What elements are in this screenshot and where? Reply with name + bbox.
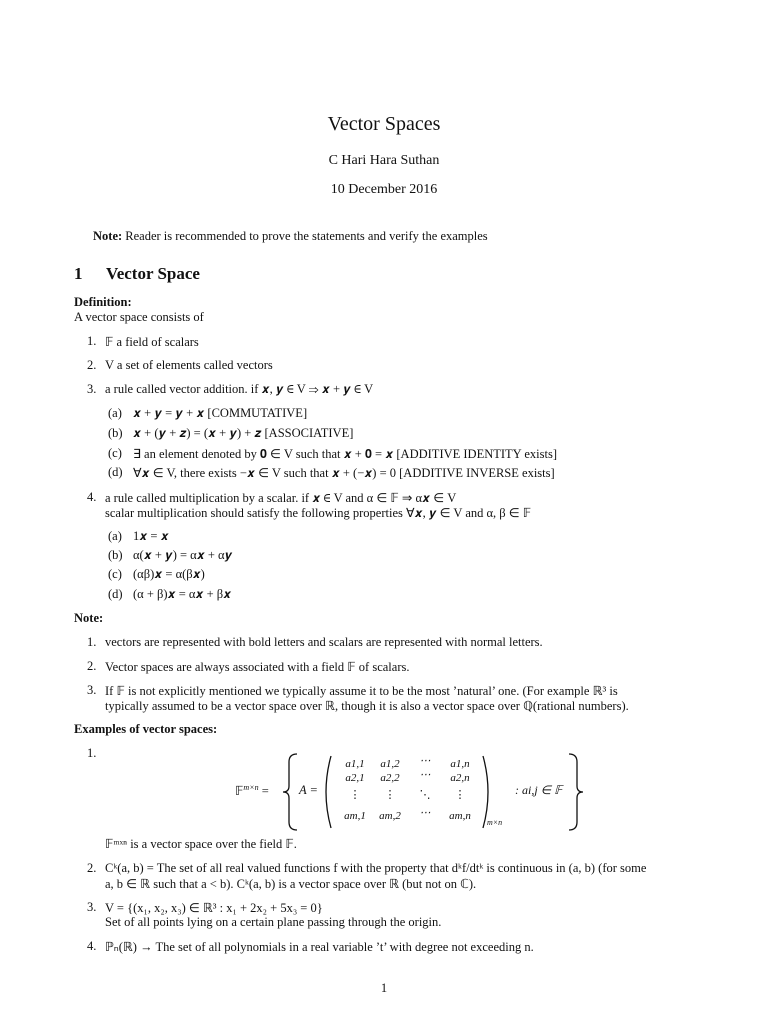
example-text: ℙₙ(ℝ) → The set of all polynomials in a real variable ’t’ with degree not exceeding n. xyxy=(105,940,534,954)
mul-prop-label: (c) xyxy=(108,567,122,581)
add-prop-text: ∃ an element denoted by 𝟎 ∈ V such that 𝒙 + 𝟎 = 𝒙 [ADDITIVE IDENTITY exists] xyxy=(133,447,557,461)
examples-label: Examples of vector spaces: xyxy=(74,722,218,736)
def-item-number: 3. xyxy=(87,382,97,396)
note-item-number: 1. xyxy=(87,635,97,649)
add-prop-text: 𝒙 + (𝒚 + 𝒛) = (𝒙 + 𝒚) + 𝒛 [ASSOCIATIVE] xyxy=(133,426,354,440)
matrix-cell: ⋯ xyxy=(419,755,431,767)
page-number: 1 xyxy=(380,981,388,995)
matrix-cell: am,n xyxy=(449,810,471,822)
example-1-conclusion: 𝔽ᵐˣⁿ is a vector space over the field 𝔽. xyxy=(105,837,297,851)
definition-intro: A vector space consists of xyxy=(74,310,204,324)
field-symbol: 𝔽 xyxy=(235,784,244,799)
add-prop-text: 𝒙 + 𝒚 = 𝒚 + 𝒙 [COMMUTATIVE] xyxy=(133,406,308,420)
top-note-text: Reader is recommended to prove the statements and verify the examples xyxy=(125,229,488,243)
matrix-cell: ⋯ xyxy=(419,769,431,781)
matrix-cell: ⋮ xyxy=(384,789,396,801)
top-note-label: Note: xyxy=(93,229,123,243)
mul-prop-text: (αβ)𝒙 = α(β𝒙) xyxy=(133,567,205,581)
def-item-text: V a set of elements called vectors xyxy=(105,358,273,372)
def-item-text: 𝔽 a field of scalars xyxy=(105,335,199,349)
matrix-dimension: m×n xyxy=(487,818,503,827)
mul-prop-label: (d) xyxy=(108,587,123,601)
note-label: Note: xyxy=(74,611,104,625)
matrix-cell: ⋮ xyxy=(454,789,466,801)
matrix-cell: a2,2 xyxy=(380,772,400,784)
matrix-cell: a2,1 xyxy=(345,772,365,784)
example-number: 1. xyxy=(87,746,97,760)
note-item-text: If 𝔽 is not explicitly mentioned we typically assume it to be the most ’natural’ one. (For example ℝ³ is xyxy=(105,684,618,698)
mul-prop-text: (α + β)𝒙 = α𝒙 + β𝒙 xyxy=(133,587,232,601)
example-number: 4. xyxy=(87,939,97,953)
def-item-number: 2. xyxy=(87,358,97,372)
mul-prop-label: (b) xyxy=(108,548,123,562)
equals-sign: = xyxy=(261,784,269,799)
matrix-condition: : ai,j ∈ 𝔽 xyxy=(515,783,563,797)
matrix-cell: a1,2 xyxy=(380,758,400,770)
section-title: Vector Space xyxy=(106,264,200,283)
section-heading xyxy=(74,264,200,284)
def-item-number: 1. xyxy=(87,334,97,348)
document-author: C Hari Hara Suthan xyxy=(328,153,440,168)
matrix-cell: am,2 xyxy=(379,810,401,822)
matrix-cell: ⋯ xyxy=(419,807,431,819)
note-item-number: 2. xyxy=(87,659,97,673)
matrix-cell: am,1 xyxy=(344,810,366,822)
top-note xyxy=(93,229,488,244)
add-prop-label: (c) xyxy=(108,446,122,460)
field-exponent: m×n xyxy=(243,783,259,792)
example-text-cont: a, b ∈ ℝ such that a < b). Cᵏ(a, b) is a vector space over ℝ (but not on ℂ). xyxy=(105,877,477,891)
example-number: 3. xyxy=(87,900,97,914)
add-prop-label: (d) xyxy=(108,465,123,479)
mul-prop-text: 1𝒙 = 𝒙 xyxy=(133,529,169,543)
def-item-number: 4. xyxy=(87,490,97,504)
matrix-lhs xyxy=(235,783,269,799)
note-item-text-cont: typically assumed to be a vector space over ℝ, though it is also a vector space over ℚ(rational numbers). xyxy=(105,699,629,713)
matrix-cell: ⋮ xyxy=(349,789,361,801)
note-item-text: Vector spaces are always associated with a field 𝔽 of scalars. xyxy=(105,660,410,674)
add-prop-text: ∀𝒙 ∈ V, there exists −𝒙 ∈ V such that 𝒙 + (−𝒙) = 0 [ADDITIVE INVERSE exists] xyxy=(133,466,555,480)
document-title: Vector Spaces xyxy=(327,113,441,135)
matrix-name: A = xyxy=(299,783,318,797)
matrix-cell: a2,n xyxy=(450,772,470,784)
example-number: 2. xyxy=(87,861,97,875)
add-prop-label: (a) xyxy=(108,406,122,420)
note-item-number: 3. xyxy=(87,683,97,697)
def-item-text: a rule called multiplication by a scalar. if 𝒙 ∈ V and α ∈ 𝔽 ⇒ α𝒙 ∈ V xyxy=(105,491,457,505)
example-text: V = {(x₁, x₂, x₃) ∈ ℝ³ : x₁ + 2x₂ + 5x₃ = 0} xyxy=(105,901,323,915)
note-item-text: vectors are represented with bold letters and scalars are represented with normal letters. xyxy=(105,635,543,649)
section-number: 1 xyxy=(74,264,83,283)
def-item-text: a rule called vector addition. if 𝒙, 𝒚 ∈ V ⇒ 𝒙 + 𝒚 ∈ V xyxy=(105,382,374,396)
matrix-set-equation xyxy=(235,752,585,832)
example-text-cont: Set of all points lying on a certain plane passing through the origin. xyxy=(105,915,442,929)
example-text: Cᵏ(a, b) = The set of all real valued functions f with the property that dᵏf/dtᵏ is continuous in (a, b) (for some xyxy=(105,861,647,875)
add-prop-label: (b) xyxy=(108,426,123,440)
mul-prop-label: (a) xyxy=(108,529,122,543)
definition-label: Definition: xyxy=(74,295,132,309)
document-date: 10 December 2016 xyxy=(330,182,438,197)
matrix-cell: a1,n xyxy=(450,758,470,770)
matrix-cell: a1,1 xyxy=(345,758,365,770)
def-item-text-cont: scalar multiplication should satisfy the following properties ∀𝒙, 𝒚 ∈ V and α, β ∈ 𝔽 xyxy=(105,506,532,520)
matrix-cell: ⋱ xyxy=(419,789,431,801)
mul-prop-text: α(𝒙 + 𝒚) = α𝒙 + α𝒚 xyxy=(133,548,233,562)
